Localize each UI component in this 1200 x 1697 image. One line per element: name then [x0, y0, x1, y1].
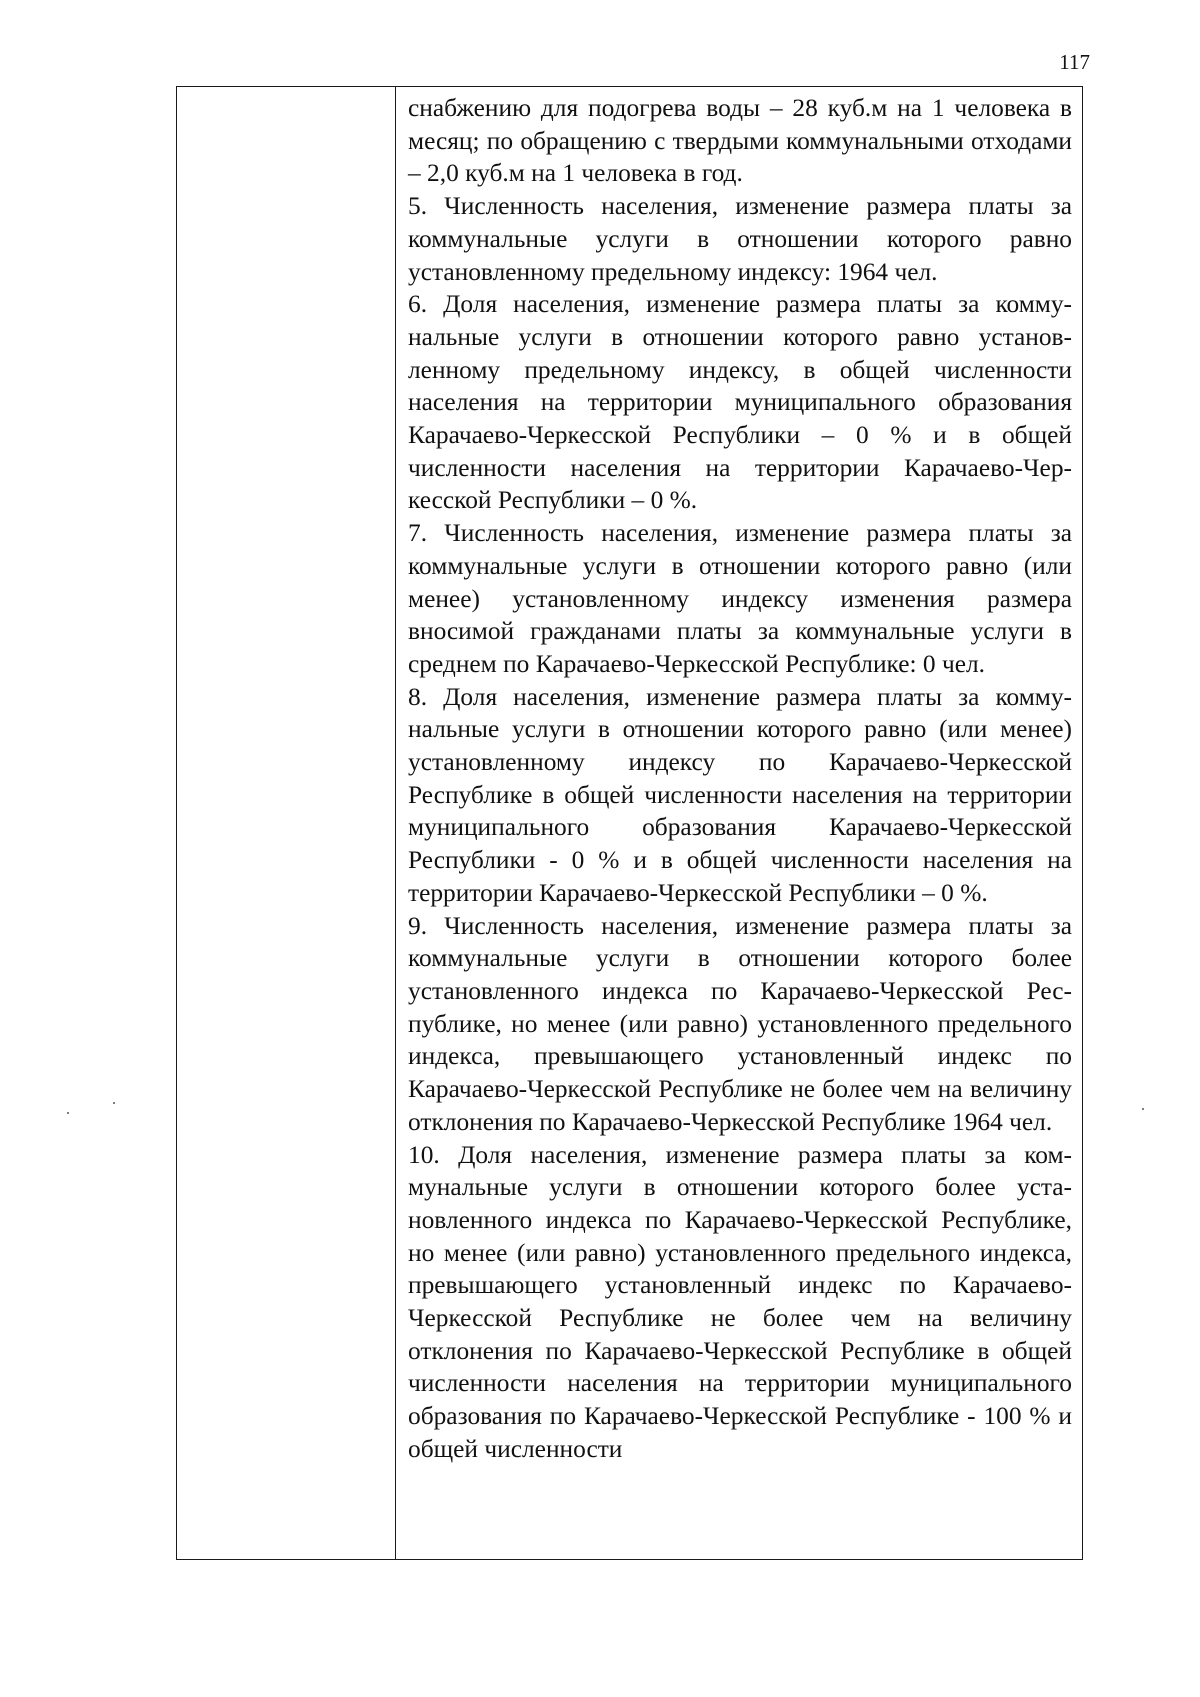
paragraph-item-7: 7. Численность населения, изменение размера платы за коммунальные услуги в отношении которого равно (или менее) установленному индексу изменения размера вносимой гражданами платы за коммунальные услуги в среднем по Карачаево-Черкесской Республике: 0 чел.	[408, 519, 1072, 678]
page-number: 117	[1059, 50, 1090, 74]
paragraph-item-8: 8. Доля населения, изменение размера платы за коммунальные услуги в отношении которого равно (или менее) установленному индексу по Карачаево-Черкесской Республике в общей численности населения на территории муниципального образования Карачаево-Черкесской Республики - 0 % и в общей численности населения на территории Карачаево-Черкесской Республики – 0 %.	[408, 682, 1072, 907]
paragraph-item-6: 6. Доля населения, изменение размера платы за коммунальные услуги в отношении которого равно установленному предельному индексу, в общей численности населения на территории муниципального образования Карачаево-Черкесской Республики – 0 % и в общей численности населения на территории Карачаево-Черкесской Республики – 0 %.	[408, 290, 1072, 515]
paragraph-item-10: 10. Доля населения, изменение размера платы за коммунальные услуги в отношении которого более установленного индекса по Карачаево-Черкесской Республике, но менее (или равно) установленного предельного индекса, превышающего установленный индекс по Карачаево-Черкесской Республике не более чем на величину отклонения по Карачаево-Черкесской Республике в общей численности населения на территории муниципального образования по Карачаево-Черкесской Республике - 100 % и общей численности	[408, 1140, 1072, 1463]
paragraph-intro-continuation: снабжению для подогрева воды – 28 куб.м на 1 человека в месяц; по обращению с твердыми коммунальными отходами – 2,0 куб.м на 1 человека в год.	[408, 94, 1072, 188]
table-cell-right	[396, 87, 1083, 1560]
scan-speck	[67, 1112, 69, 1114]
paragraph-item-5: 5. Численность населения, изменение размера платы за коммунальные услуги в отношении которого равно установленному предельному индексу: 1964 чел.	[408, 192, 1072, 286]
cell-text	[396, 87, 1082, 1466]
paragraph-item-9: 9. Численность населения, изменение размера платы за коммунальные услуги в отношении которого более установленного индекса по Карачаево-Черкесской Республике, но менее (или равно) установленного предельного индекса, превышающего установленный индекс по Карачаево-Черкесской Республике не более чем на величину отклонения по Карачаево-Черкесской Республике 1964 чел.	[408, 911, 1072, 1136]
scan-speck	[1142, 1108, 1144, 1110]
document-table	[176, 86, 1083, 1560]
table-cell-left	[177, 87, 396, 1560]
table-row	[177, 87, 1083, 1560]
scan-speck	[113, 1102, 115, 1104]
